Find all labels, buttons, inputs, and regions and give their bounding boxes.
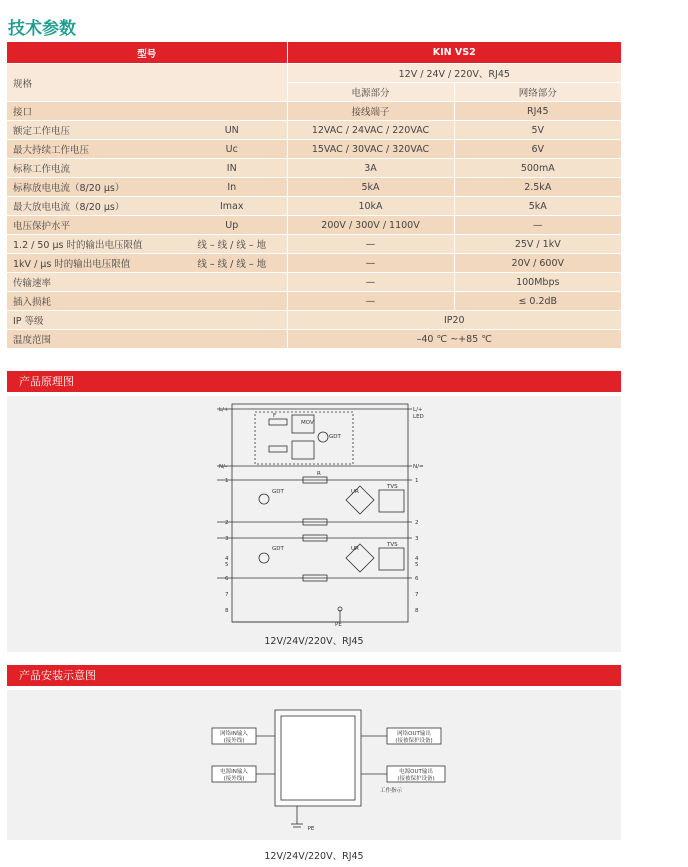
row-power-value: 12VAC / 24VAC / 220VAC bbox=[287, 121, 454, 140]
gdt-label: GDT bbox=[272, 546, 284, 552]
pin-label: 2 bbox=[415, 520, 419, 526]
section-install-title: 产品安装示意图 bbox=[7, 665, 621, 686]
row-net-value: 500mA bbox=[454, 159, 621, 178]
row-label: 电压保护水平 bbox=[7, 216, 177, 235]
page-title: 技术参数 bbox=[8, 19, 76, 39]
table-row bbox=[7, 216, 621, 235]
table-row bbox=[7, 178, 621, 197]
row-label: 插入损耗 bbox=[7, 292, 177, 311]
pin-label: 5 bbox=[415, 562, 419, 568]
row-net-value: 5V bbox=[454, 121, 621, 140]
row-net-value: — bbox=[454, 216, 621, 235]
row-symbol: 线 – 线 / 线 – 地 bbox=[177, 254, 287, 273]
row-net-value: 6V bbox=[454, 140, 621, 159]
temp-value: –40 ℃ ~+85 ℃ bbox=[287, 330, 621, 349]
pe-label: PE bbox=[335, 622, 342, 628]
section-schematic-title: 产品原理图 bbox=[7, 371, 621, 392]
row-power-value: — bbox=[287, 254, 454, 273]
ip-label: IP 等级 bbox=[7, 311, 287, 330]
schematic-caption: 12V/24V/220V、RJ45 bbox=[264, 636, 364, 647]
table-row bbox=[7, 254, 621, 273]
row-net-value: 5kA bbox=[454, 197, 621, 216]
table-header bbox=[7, 42, 621, 64]
table-row bbox=[7, 102, 621, 121]
table-row bbox=[7, 235, 621, 254]
pin-label: 1 bbox=[415, 478, 419, 484]
gdt-label: GDT bbox=[329, 434, 341, 440]
row-label: 最大持续工作电压 bbox=[7, 140, 177, 159]
row-label: 额定工作电压 bbox=[7, 121, 177, 140]
row-label: 标称工作电流 bbox=[7, 159, 177, 178]
temp-label: 温度范围 bbox=[7, 330, 287, 349]
row-label: 接口 bbox=[7, 102, 177, 121]
table-row bbox=[7, 292, 621, 311]
table-row bbox=[7, 121, 621, 140]
lin-label: L/+ bbox=[219, 407, 229, 413]
spec-value: 12V / 24V / 220V、RJ45 bbox=[287, 64, 621, 83]
col-net: 网络部分 bbox=[454, 83, 621, 102]
table-row bbox=[7, 273, 621, 292]
pin-label: 8 bbox=[225, 608, 229, 614]
table-row bbox=[7, 64, 621, 83]
row-power-value: 接线端子 bbox=[287, 102, 454, 121]
table-row bbox=[7, 197, 621, 216]
row-net-value: 2.5kA bbox=[454, 178, 621, 197]
net-in-label: 网络IN输入 bbox=[220, 731, 248, 737]
install-caption: 12V/24V/220V、RJ45 bbox=[264, 851, 364, 862]
row-label: 1.2 / 50 μs 时的输出电压限值 bbox=[7, 235, 177, 254]
col-power: 电源部分 bbox=[287, 83, 454, 102]
row-symbol: Imax bbox=[177, 197, 287, 216]
pow-in-sub: (接外线) bbox=[223, 776, 245, 782]
row-power-value: 15VAC / 30VAC / 320VAC bbox=[287, 140, 454, 159]
nin-label: N/- bbox=[219, 464, 227, 470]
gdt-label: GDT bbox=[272, 489, 284, 495]
schematic-diagram bbox=[7, 396, 621, 652]
row-symbol: 线 – 线 / 线 – 地 bbox=[177, 235, 287, 254]
row-label: 标称放电电流（8/20 μs） bbox=[7, 178, 177, 197]
pin-label: 4 bbox=[415, 556, 419, 562]
pe-label: PE bbox=[307, 826, 315, 832]
pin-label: 2 bbox=[225, 520, 229, 526]
row-power-value: 200V / 300V / 1100V bbox=[287, 216, 454, 235]
r-label: R bbox=[317, 471, 321, 477]
pin-label: 7 bbox=[415, 592, 419, 598]
row-symbol: Up bbox=[177, 216, 287, 235]
row-symbol: IN bbox=[177, 159, 287, 178]
indicator-label: 工作指示 bbox=[379, 788, 403, 794]
f-label: F bbox=[273, 413, 277, 419]
led-label: LED bbox=[413, 414, 424, 420]
spec-label: 规格 bbox=[7, 64, 287, 102]
row-symbol bbox=[177, 292, 287, 311]
ur-label: UR bbox=[351, 489, 359, 495]
pow-out-sub: (接被保护设备) bbox=[397, 776, 435, 782]
row-symbol: In bbox=[177, 178, 287, 197]
pin-label: 5 bbox=[225, 562, 229, 568]
pin-label: 8 bbox=[415, 608, 419, 614]
model-value: KIN VS2 bbox=[287, 42, 621, 64]
spec-table bbox=[7, 42, 621, 349]
row-label: 1kV / μs 时的输出电压限值 bbox=[7, 254, 177, 273]
pin-label: 7 bbox=[225, 592, 229, 598]
pin-label: 3 bbox=[225, 536, 229, 542]
pow-in-label: 电源IN输入 bbox=[220, 769, 248, 775]
row-symbol bbox=[177, 273, 287, 292]
lout-label: L/+ bbox=[413, 407, 423, 413]
table-row bbox=[7, 330, 621, 349]
row-symbol: Uc bbox=[177, 140, 287, 159]
pow-out-label: 电源OUT输出 bbox=[399, 769, 433, 775]
row-power-value: 5kA bbox=[287, 178, 454, 197]
row-label: 传输速率 bbox=[7, 273, 177, 292]
row-power-value: — bbox=[287, 273, 454, 292]
schematic-panel bbox=[7, 396, 621, 652]
row-net-value: 20V / 600V bbox=[454, 254, 621, 273]
pin-label: 3 bbox=[415, 536, 419, 542]
pin-label: 4 bbox=[225, 556, 229, 562]
mov-label: MOV bbox=[301, 420, 314, 426]
row-label: 最大放电电流（8/20 μs） bbox=[7, 197, 177, 216]
nout-label: N/= bbox=[413, 464, 424, 470]
table-row bbox=[7, 159, 621, 178]
row-net-value: 100Mbps bbox=[454, 273, 621, 292]
row-power-value: — bbox=[287, 292, 454, 311]
install-panel bbox=[7, 690, 621, 840]
table-row bbox=[7, 311, 621, 330]
row-net-value: ≤ 0.2dB bbox=[454, 292, 621, 311]
row-power-value: 3A bbox=[287, 159, 454, 178]
net-out-label: 网络OUT输出 bbox=[397, 731, 431, 737]
table-row bbox=[7, 140, 621, 159]
pin-label: 1 bbox=[225, 478, 229, 484]
ip-value: IP20 bbox=[287, 311, 621, 330]
tvs-label: TVS bbox=[387, 484, 398, 490]
row-net-value: RJ45 bbox=[454, 102, 621, 121]
model-label: 型号 bbox=[7, 42, 287, 64]
pin-label: 6 bbox=[415, 576, 419, 582]
row-net-value: 25V / 1kV bbox=[454, 235, 621, 254]
net-in-sub: (接外线) bbox=[223, 738, 245, 744]
row-power-value: — bbox=[287, 235, 454, 254]
row-symbol: UN bbox=[177, 121, 287, 140]
row-symbol bbox=[177, 102, 287, 121]
tvs-label: TVS bbox=[387, 542, 398, 548]
install-diagram bbox=[7, 690, 621, 840]
row-power-value: 10kA bbox=[287, 197, 454, 216]
ur-label: UR bbox=[351, 546, 359, 552]
pin-label: 6 bbox=[225, 576, 229, 582]
net-out-sub: (接被保护设备) bbox=[395, 738, 433, 744]
